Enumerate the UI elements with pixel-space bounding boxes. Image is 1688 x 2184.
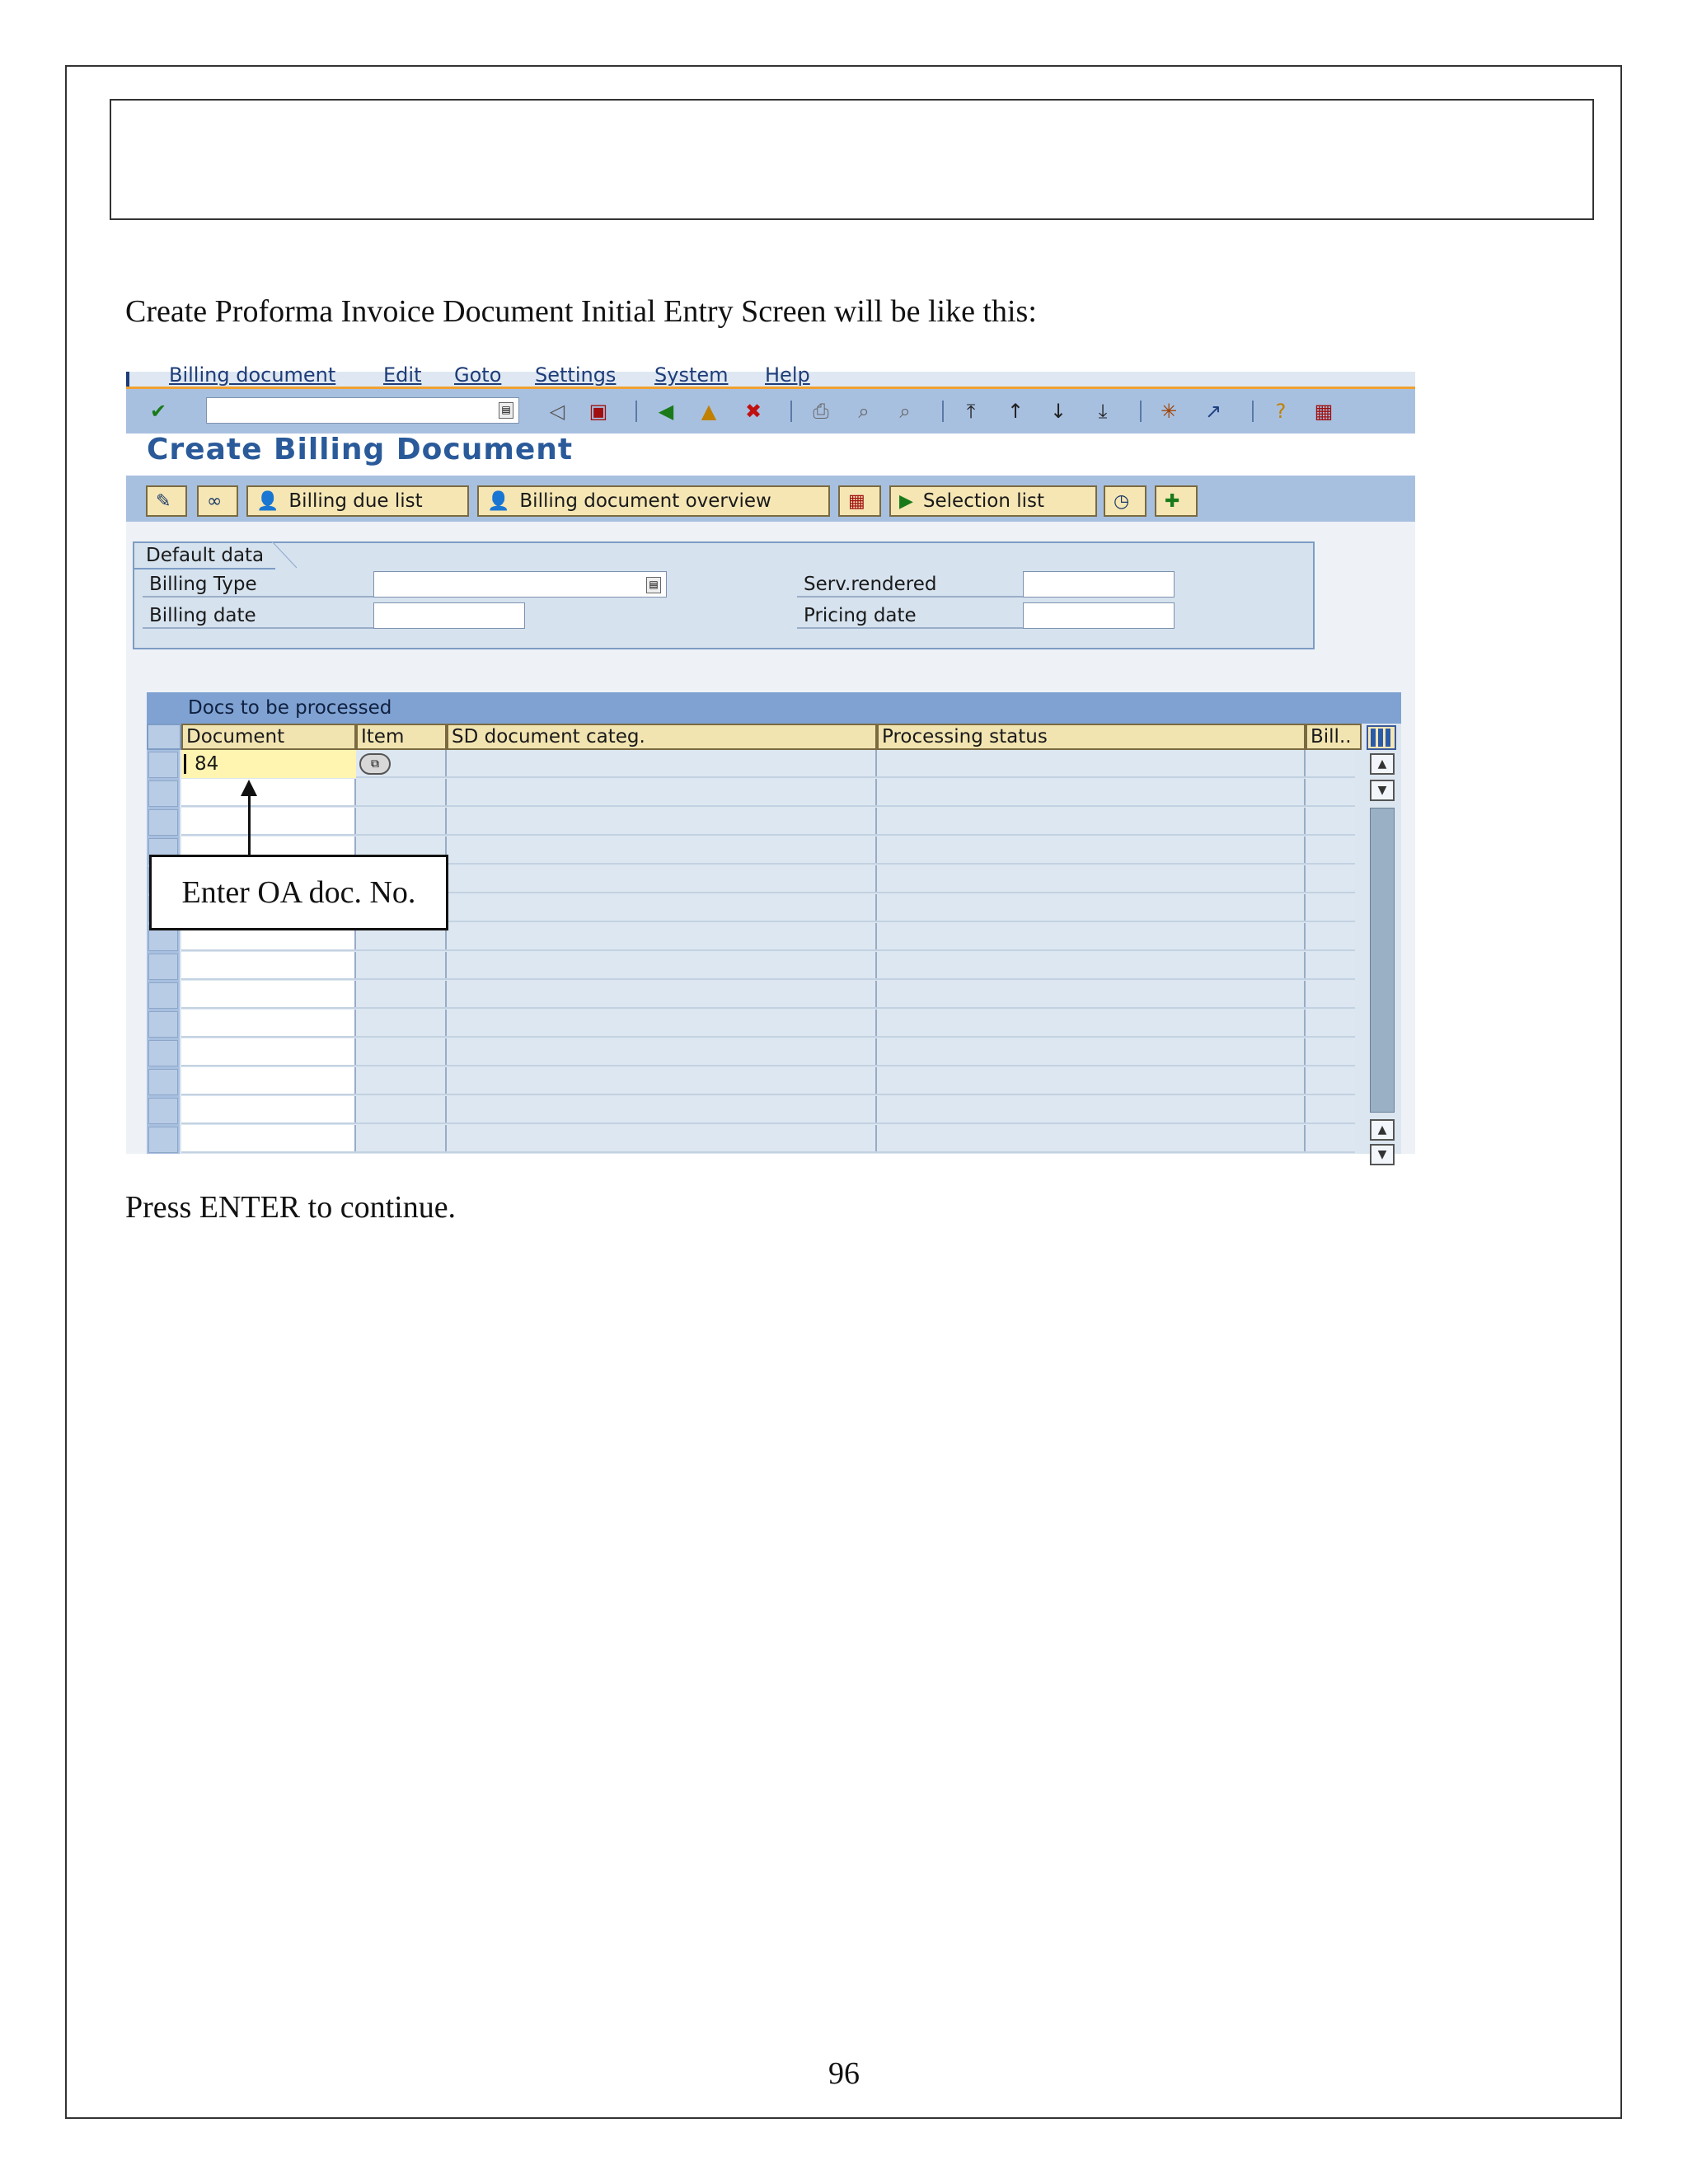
- column-header-sd-document-categ[interactable]: SD document categ.: [447, 724, 877, 750]
- sd-categ-cell: [447, 981, 877, 1007]
- screen-title: Create Billing Document: [147, 433, 574, 466]
- next-page-icon[interactable]: ↓: [1049, 400, 1067, 423]
- scroll-up-icon[interactable]: ▲: [1370, 753, 1395, 775]
- processing-status-cell: [877, 952, 1306, 978]
- row-selector[interactable]: [148, 1098, 178, 1124]
- menu-edge: [126, 372, 129, 387]
- schedule-button[interactable]: [1104, 485, 1146, 517]
- processing-status-cell: [877, 1096, 1306, 1122]
- processing-status-cell: [877, 1038, 1306, 1065]
- person-icon: 👤: [256, 490, 279, 512]
- select-all-header[interactable]: [147, 724, 181, 750]
- page-up-icon[interactable]: ▲: [1370, 1119, 1395, 1141]
- document-cell[interactable]: [181, 1038, 356, 1065]
- menu-system[interactable]: System: [654, 363, 729, 387]
- row-selector[interactable]: [148, 809, 178, 836]
- sd-categ-cell: [447, 1010, 877, 1036]
- sd-categ-cell: [447, 865, 877, 892]
- document-cell[interactable]: [181, 1010, 356, 1036]
- processing-status-cell: [877, 779, 1306, 805]
- column-config-icon[interactable]: [1367, 725, 1396, 750]
- help-icon[interactable]: ?: [1275, 400, 1287, 423]
- item-cell[interactable]: [356, 1096, 447, 1122]
- nav-left-icon[interactable]: ◁: [549, 400, 565, 423]
- processing-status-cell: [877, 923, 1306, 949]
- processing-status-cell: [877, 1125, 1306, 1151]
- processing-status-cell: [877, 808, 1306, 834]
- row-selector[interactable]: [148, 1069, 178, 1095]
- table-row: [181, 808, 1355, 836]
- document-cell[interactable]: [181, 1096, 356, 1122]
- system-toolbar: [126, 387, 1415, 434]
- exit-icon[interactable]: ▲: [701, 400, 717, 423]
- sd-categ-cell: [447, 894, 877, 921]
- bill-cell: [1306, 865, 1355, 892]
- bill-cell: [1306, 750, 1355, 776]
- sd-categ-cell: [447, 1096, 877, 1122]
- bill-cell: [1306, 1038, 1355, 1065]
- first-page-icon[interactable]: ⤒: [966, 400, 976, 423]
- column-header-processing-status[interactable]: Processing status: [877, 724, 1306, 750]
- selection-list-label: Selection list: [922, 490, 1045, 512]
- find-icon[interactable]: ⌕: [858, 400, 870, 423]
- page-number: 96: [828, 2056, 860, 2091]
- command-field[interactable]: [206, 397, 519, 424]
- item-cell[interactable]: [356, 808, 447, 834]
- bill-cell: [1306, 952, 1355, 978]
- menu-edit[interactable]: Edit: [383, 363, 422, 387]
- column-header-document[interactable]: Document: [181, 724, 356, 750]
- pencil-icon: ✎: [156, 490, 171, 512]
- document-cell[interactable]: [181, 981, 356, 1007]
- selection-list-button[interactable]: [889, 485, 1097, 517]
- add-button[interactable]: [1155, 485, 1198, 517]
- sd-categ-cell: [447, 1038, 877, 1065]
- shortcut-icon[interactable]: ↗: [1204, 400, 1222, 423]
- sd-categ-cell: [447, 750, 877, 776]
- billing-document-overview-label: Billing document overview: [519, 490, 771, 512]
- menu-goto[interactable]: Goto: [454, 363, 502, 387]
- processing-status-cell: [877, 865, 1306, 892]
- last-page-icon[interactable]: ⤓: [1098, 400, 1108, 423]
- menu-settings[interactable]: Settings: [535, 363, 617, 387]
- sd-categ-cell: [447, 779, 877, 805]
- default-data-group: [133, 541, 1315, 649]
- menu-bar: [126, 363, 1415, 387]
- item-cell[interactable]: [356, 952, 447, 978]
- sap-screenshot: [126, 363, 1415, 1161]
- item-cell[interactable]: [356, 1010, 447, 1036]
- save-icon[interactable]: ▣: [588, 400, 608, 423]
- text-caret: [184, 754, 186, 774]
- scroll-track[interactable]: [1370, 808, 1395, 1113]
- table-row: [181, 1010, 1355, 1038]
- billing-type-input[interactable]: [373, 571, 667, 598]
- billing-due-list-button[interactable]: [246, 485, 469, 517]
- row-selector[interactable]: [148, 954, 178, 980]
- person-icon: 👤: [487, 490, 510, 512]
- row-selector[interactable]: [148, 780, 178, 807]
- serv-rendered-input[interactable]: [1023, 571, 1175, 598]
- calendar-button[interactable]: [838, 485, 881, 517]
- toolbar-separator: [790, 401, 792, 422]
- sd-categ-cell: [447, 837, 877, 863]
- document-cell[interactable]: [181, 1067, 356, 1094]
- main-area: [126, 522, 1415, 1161]
- row-selector[interactable]: [148, 982, 178, 1009]
- processing-status-cell: [877, 894, 1306, 921]
- row-selector-column: [147, 750, 180, 1154]
- row-selector[interactable]: [148, 752, 178, 778]
- document-input[interactable]: [181, 750, 356, 778]
- document-cell[interactable]: [181, 952, 356, 978]
- callout-arrow-line: [248, 792, 251, 855]
- table-row: [181, 1096, 1355, 1124]
- application-toolbar: [126, 476, 1415, 522]
- column-header-item[interactable]: Item: [356, 724, 447, 750]
- bill-cell: [1306, 808, 1355, 834]
- print-icon[interactable]: ⎙: [813, 400, 829, 423]
- document-cell[interactable]: [181, 750, 356, 776]
- toolbar-separator: [1252, 401, 1254, 422]
- column-header-bill[interactable]: Bill..: [1306, 724, 1362, 750]
- intro-text: Create Proforma Invoice Document Initial Entry Screen will be like this:: [125, 294, 1037, 329]
- item-cell[interactable]: [356, 1067, 447, 1094]
- sd-categ-cell: [447, 1125, 877, 1151]
- table-row: [181, 1125, 1355, 1153]
- sd-categ-cell: [447, 952, 877, 978]
- table-row: [181, 779, 1355, 807]
- item-cell[interactable]: [356, 1125, 447, 1151]
- row-selector[interactable]: [148, 1127, 178, 1153]
- layout-menu-icon[interactable]: ▦: [1314, 400, 1334, 423]
- create-session-icon[interactable]: ✳: [1160, 400, 1178, 423]
- table-row: [181, 981, 1355, 1009]
- item-cell[interactable]: [356, 779, 447, 805]
- billing-date-label: Billing date: [143, 602, 382, 629]
- bill-cell: [1306, 1096, 1355, 1122]
- table-row: [181, 952, 1355, 980]
- bill-cell: [1306, 923, 1355, 949]
- toolbar-separator: [1140, 401, 1142, 422]
- sd-categ-cell: [447, 1067, 877, 1094]
- item-cell[interactable]: [356, 981, 447, 1007]
- pencil-button[interactable]: [146, 485, 187, 517]
- billing-type-dropdown-icon[interactable]: ▤: [646, 577, 661, 593]
- row-selector[interactable]: [148, 1040, 178, 1066]
- item-cell[interactable]: [356, 1038, 447, 1065]
- processing-status-cell: [877, 1067, 1306, 1094]
- pricing-date-input[interactable]: [1023, 602, 1175, 629]
- serv-rendered-label: Serv.rendered: [797, 571, 1028, 598]
- bill-cell: [1306, 1067, 1355, 1094]
- document-value: 84: [195, 753, 219, 775]
- find-next-icon[interactable]: ⌕: [899, 400, 911, 423]
- command-dropdown-icon[interactable]: ▤: [499, 402, 513, 419]
- bill-cell: [1306, 1125, 1355, 1151]
- menu-help[interactable]: Help: [765, 363, 810, 387]
- processing-status-cell: [877, 1010, 1306, 1036]
- document-cell[interactable]: [181, 1125, 356, 1151]
- scroll-down-icon[interactable]: ▼: [1370, 780, 1395, 801]
- processing-status-cell: [877, 750, 1306, 776]
- toolbar-separator: [942, 401, 944, 422]
- selection-list-icon: ▶: [899, 490, 913, 512]
- add-icon: ✚: [1165, 490, 1180, 512]
- outro-text: Press ENTER to continue.: [125, 1190, 457, 1225]
- header-box: [110, 99, 1594, 220]
- document-cell[interactable]: [181, 808, 356, 834]
- page-down-icon[interactable]: ▼: [1370, 1144, 1395, 1165]
- vertical-scrollbar[interactable]: [1365, 750, 1401, 1161]
- row-selector[interactable]: [148, 1011, 178, 1038]
- back-icon[interactable]: ◀: [658, 400, 674, 423]
- enter-check-icon[interactable]: ✔: [149, 400, 167, 423]
- bill-cell: [1306, 894, 1355, 921]
- toolbar-separator: [635, 401, 637, 422]
- processing-status-cell: [877, 837, 1306, 863]
- sd-categ-cell: [447, 923, 877, 949]
- document-cell[interactable]: [181, 779, 356, 805]
- cancel-icon[interactable]: ✖: [744, 400, 762, 423]
- bill-cell: [1306, 779, 1355, 805]
- docs-table-title: Docs to be processed: [147, 692, 1401, 724]
- item-cell[interactable]: [356, 750, 447, 776]
- billing-due-list-label: Billing due list: [288, 490, 423, 512]
- clock-icon: ◷: [1114, 490, 1130, 512]
- menu-billing-document[interactable]: Billing document: [169, 363, 336, 387]
- calendar-icon: ▦: [848, 490, 865, 512]
- bill-cell: [1306, 837, 1355, 863]
- glasses-button[interactable]: [197, 485, 238, 517]
- callout-arrow-head: [241, 780, 257, 796]
- table-row: [181, 750, 1355, 778]
- bill-cell: [1306, 1010, 1355, 1036]
- billing-type-label: Billing Type: [143, 571, 382, 598]
- billing-document-overview-button[interactable]: [477, 485, 830, 517]
- display-icon: ∞: [207, 490, 223, 512]
- pricing-date-label: Pricing date: [797, 602, 1028, 629]
- table-row: [181, 1067, 1355, 1095]
- processing-status-cell: [877, 981, 1306, 1007]
- bill-cell: [1306, 981, 1355, 1007]
- item-detail-icon[interactable]: ⧉: [359, 753, 391, 775]
- previous-page-icon[interactable]: ↑: [1006, 400, 1025, 423]
- table-row: [181, 1038, 1355, 1066]
- default-data-title: Default data: [134, 543, 275, 569]
- billing-date-input[interactable]: [373, 602, 525, 629]
- sd-categ-cell: [447, 808, 877, 834]
- callout-box: Enter OA doc. No.: [149, 855, 448, 930]
